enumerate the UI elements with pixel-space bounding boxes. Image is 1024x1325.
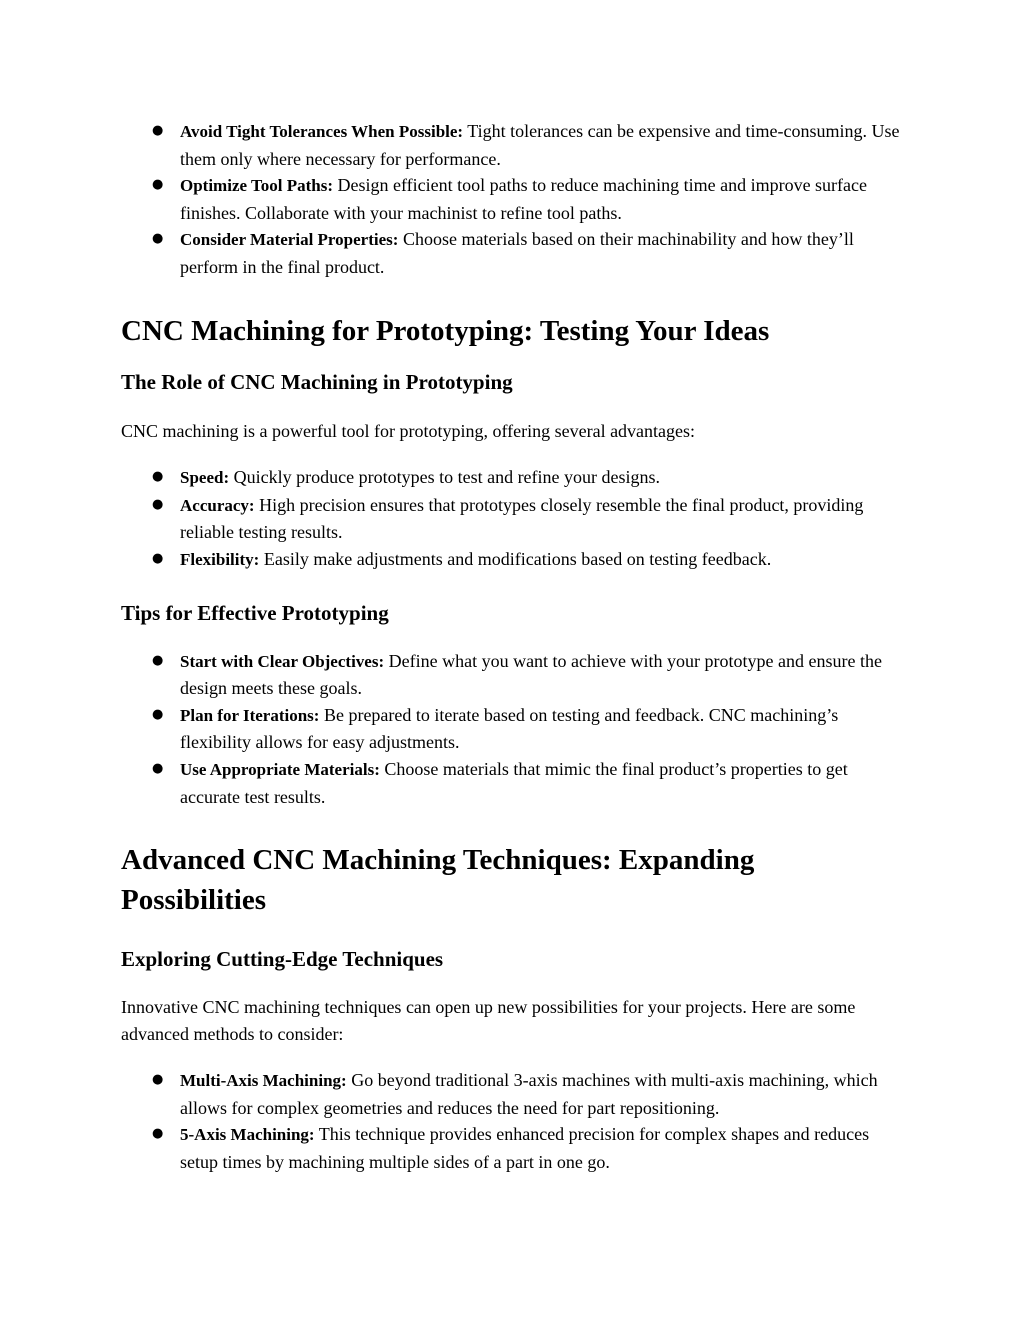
top-bullet-list [121, 118, 901, 281]
list-item [121, 172, 901, 226]
list-item-term: Avoid Tight Tolerances When Possible: [180, 122, 464, 141]
list-item [121, 226, 901, 280]
list-item-term: Start with Clear Objectives: [180, 651, 385, 671]
list-item-term: Accuracy: [180, 495, 255, 515]
list-item-text: Easily make adjustments and modifications based on testing feedback. [259, 548, 772, 569]
list-item-term: Flexibility: [180, 549, 260, 569]
bullet-icon: ● [152, 231, 164, 247]
bullet-icon: ● [152, 550, 164, 566]
list-item-text: High precision ensures that prototypes closely resemble the final product, providing reliable testing results. [180, 494, 864, 543]
list-item-text: Choose materials that mimic the final product’s properties to get accurate test results. [180, 758, 848, 807]
list-item-term: 5-Axis Machining: [180, 1125, 315, 1145]
bullet-icon: ● [152, 1072, 164, 1088]
bullet-icon: ● [152, 760, 164, 776]
subheading-tips: Tips for Effective Prototyping [121, 600, 389, 625]
list-item [121, 702, 901, 756]
list-item-text: Tight tolerances can be expensive and time-consuming. Use them only where necessary for performance. [180, 121, 900, 169]
list-item-text: Quickly produce prototypes to test and refine your designs. [229, 467, 661, 488]
list-item-text: Go beyond traditional 3-axis machines with multi-axis machining, which allows for complex geometries and reduces the need for part repositioning. [180, 1070, 878, 1118]
list-item-text: Choose materials based on their machinability and how they’ll perform in the final product. [180, 229, 854, 277]
bullet-icon: ● [152, 177, 164, 193]
subheading-exploring: Exploring Cutting-Edge Techniques [121, 947, 444, 972]
bullet-icon: ● [152, 706, 164, 722]
list-item-term: Multi-Axis Machining: [180, 1071, 347, 1091]
list-item-text: Define what you want to achieve with your prototype and ensure the design meets these goals. [180, 650, 882, 699]
section-heading-prototyping: CNC Machining for Prototyping: Testing Your Ideas [121, 314, 770, 347]
list-item [121, 118, 901, 172]
section-heading-advanced: Advanced CNC Machining Techniques: Expanding Possibilities [121, 844, 755, 917]
subheading-role: The Role of CNC Machining in Prototyping [121, 369, 513, 394]
tips-bullet-list [121, 648, 901, 811]
list-item [121, 492, 901, 546]
list-item [121, 648, 901, 702]
list-item [121, 1067, 901, 1121]
bullet-icon: ● [152, 496, 164, 512]
bullet-icon: ● [152, 469, 164, 485]
list-item-term: Consider Material Properties: [180, 230, 399, 250]
role-bullet-list [121, 464, 901, 573]
list-item [121, 464, 901, 492]
document-page [121, 118, 901, 1176]
list-item-text: Design efficient tool paths to reduce machining time and improve surface finishes. Collaborate with your machinist to refine tool paths. [180, 175, 868, 223]
bullet-icon: ● [152, 652, 164, 668]
bullet-icon: ● [152, 123, 164, 138]
list-item-text: This technique provides enhanced precision for complex shapes and reduces setup times by machining multiple sides of a part in one go. [180, 1124, 870, 1173]
paragraph-exploring-intro: Innovative CNC machining techniques can open up new possibilities for your projects. Here are some advanced methods to consider: [121, 997, 856, 1044]
list-item-term: Plan for Iterations: [180, 705, 320, 725]
bullet-icon: ● [152, 1126, 164, 1142]
list-item-term: Speed: [180, 468, 230, 488]
list-item-term: Use Appropriate Materials: [180, 759, 380, 779]
list-item-term: Optimize Tool Paths: [180, 176, 334, 196]
list-item [121, 1121, 901, 1175]
paragraph-role-intro: CNC machining is a powerful tool for prototyping, offering several advantages: [121, 420, 696, 441]
exploring-bullet-list [121, 1067, 901, 1175]
list-item [121, 546, 901, 574]
list-item-text: Be prepared to iterate based on testing and feedback. CNC machining’s flexibility allows for easy adjustments. [180, 704, 839, 753]
list-item [121, 756, 901, 810]
